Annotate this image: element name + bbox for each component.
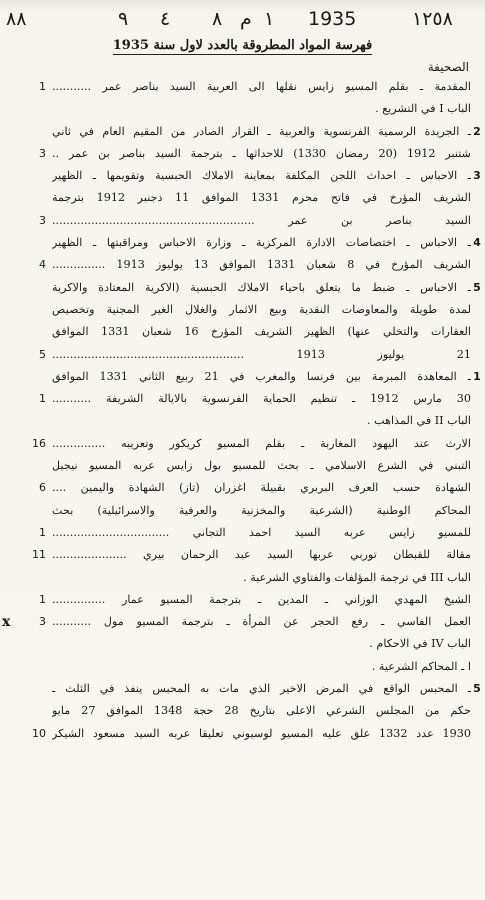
toc-page-number: 11	[32, 548, 46, 562]
toc-entry-text: المقدمة ـ بقلم المسيو زايس نقلها الى العربية السيد بناصر عمر ...........	[52, 80, 471, 93]
toc-item-number: 2	[473, 124, 481, 138]
toc-line	[0, 522, 485, 544]
toc-page-number: 4	[39, 258, 46, 272]
toc-entry-text: الشريف المؤرخ في 8 شعبان 1331 الموافق 13 يوليوز 1913 ...............	[52, 258, 471, 272]
header-vol: ١	[264, 8, 275, 30]
toc-section-heading: ا ـ المحاكم الشرعية .	[371, 659, 471, 673]
toc-list	[0, 76, 485, 745]
toc-entry-text: 1930 عدد 1332 علق عليه المسيو لوسيوني تعليقا عربه السيد مسعود الشيكر	[52, 726, 471, 740]
toc-line	[0, 633, 485, 655]
toc-entry-text: العقارات والتخلي عنها) الظهير الشريف المؤرخ 16 شعبان 1331 الموافق	[52, 325, 471, 339]
header-num-b: ٤	[160, 8, 171, 30]
margin-x-mark: x	[2, 614, 11, 631]
toc-line	[0, 544, 485, 566]
toc-line	[0, 121, 485, 143]
toc-section-heading: الباب IV في الاحكام .	[369, 637, 471, 651]
toc-page-number: 10	[32, 726, 46, 740]
toc-entry-text: الشهادة حسب العرف البربري بقبيلة اغزران (تاز) الشهادة واليمين ....	[52, 481, 471, 495]
toc-entry-text: لمدة طويلة والمعاوضات النقدية وبيع الاثمار والغلال الغير المجنية وتخصيص	[52, 302, 471, 316]
toc-line	[0, 366, 485, 388]
toc-line	[0, 143, 485, 165]
toc-item-number: 3	[473, 169, 481, 183]
toc-line	[0, 500, 485, 522]
toc-entry-text: الشريف المؤرخ في فاتح محرم 1331 الموافق 11 دجنبر 1912 بترجمة	[52, 191, 471, 205]
header-num-c: ٩	[118, 8, 129, 30]
toc-page-number: 1	[39, 392, 46, 406]
toc-line	[0, 589, 485, 611]
header-ref-left: ٨٨	[6, 8, 27, 30]
toc-entry-text: ـ الاحباس ـ احداث اللجن المكلفة بمعاينة الاملاك الحبسية وتقويمها ـ الظهير	[52, 169, 471, 183]
toc-entry-text: حكم من المجلس الشرعي الاعلى بتاريخ 28 حجة 1348 الموافق 27 مايو	[52, 704, 471, 718]
toc-line	[0, 254, 485, 276]
toc-entry-text: ـ المعاهدة المبرمة بين فرنسا والمغرب في 21 ربيع الثاني 1331 الموافق	[52, 369, 471, 383]
toc-line	[0, 433, 485, 455]
toc-line	[0, 410, 485, 432]
toc-entry-text: ـ المحبس الواقع في المرض الاخير الذي مات به المحبس ينفذ في الثلث ـ	[52, 682, 471, 696]
toc-line	[0, 277, 485, 299]
toc-line	[0, 76, 485, 98]
toc-page-number: 3	[39, 615, 46, 629]
toc-entry-text: المحاكم الوطنية (الشرعية والمخزنية والعرفية والاسرائيلية) بحث	[52, 503, 471, 517]
toc-entry-text: الارث عند اليهود المغاربة ـ بقلم المسيو كريكور وتعريبه ...............	[52, 436, 471, 450]
toc-line	[0, 678, 485, 700]
toc-line	[0, 232, 485, 254]
toc-section-heading: الباب I في التشريع .	[375, 102, 471, 116]
toc-line	[0, 455, 485, 477]
page-column-label: الصحيفة	[427, 60, 469, 74]
toc-entry-text: الشيخ المهدي الوزاني ـ المدين ـ بترجمة المسيو عمار ...............	[52, 592, 471, 606]
page-title-text: فهرسة المواد المطروقة بالعدد لاول سنة 1935	[112, 38, 373, 53]
toc-item-number: 4	[473, 236, 481, 250]
toc-line	[0, 567, 485, 589]
toc-line	[0, 723, 485, 745]
toc-line	[0, 210, 485, 232]
toc-entry-text: ـ الجريدة الرسمية الفرنسوية والعربية ـ القرار الصادر من المقيم العام في ثاني	[52, 124, 471, 138]
toc-page-number: 1	[39, 80, 46, 93]
header-year: 1935	[308, 8, 357, 30]
toc-line	[0, 656, 485, 678]
toc-line	[0, 299, 485, 321]
toc-page-number: 3	[39, 213, 46, 227]
toc-section-heading: الباب II في المذاهب .	[367, 414, 471, 428]
toc-entry-text: العمل الفاسي ـ رفع الحجر عن المرأة ـ بترجمة المسيو مول ...........	[52, 615, 471, 629]
toc-line	[0, 321, 485, 343]
toc-page-number: 6	[39, 481, 46, 495]
toc-entry-text: 21 يوليوز 1913 ......................................................	[52, 347, 471, 361]
toc-page-number: 3	[39, 146, 46, 160]
toc-entry-text: 30 مارس 1912 ـ تنظيم الحماية الفرنسوية بالايالة الشريفة ...........	[52, 392, 471, 406]
toc-entry-text: للمسيو زايس عربه السيد احمد التجاني .................................	[52, 525, 471, 539]
toc-line	[0, 477, 485, 499]
toc-page-number: 1	[39, 592, 46, 606]
toc-line	[0, 611, 485, 633]
page-title	[0, 38, 485, 55]
toc-line	[0, 187, 485, 209]
toc-line	[0, 388, 485, 410]
toc-item-number: 5	[473, 682, 481, 696]
toc-item-number: 1	[473, 369, 481, 383]
toc-entry-text: التبني في الشرع الاسلامي ـ بحث للمسيو بول زايس عربه المسيو نيجيل	[52, 459, 471, 473]
toc-line	[0, 700, 485, 722]
toc-page-number: 1	[39, 525, 46, 539]
toc-entry-text: السيد بناصر بن عمر .........................................................	[52, 213, 471, 227]
toc-entry-text: ـ الاحباس ـ ضبط ما يتعلق باحياء الاملاك الحبسية (الاكرية المعتادة والاكرية	[52, 280, 471, 294]
header-m-label: م	[240, 8, 252, 30]
toc-page-number: 16	[32, 436, 46, 450]
toc-entry-text: ـ الاحباس ـ اختصاصات الادارة المركزية ـ وزارة الاحباس ومراقبتها ـ الظهير	[52, 236, 471, 250]
toc-line	[0, 98, 485, 120]
page-header	[0, 8, 485, 36]
toc-line	[0, 344, 485, 366]
toc-line	[0, 165, 485, 187]
toc-page-number: 5	[39, 347, 46, 361]
header-num-a: ٨	[212, 8, 223, 30]
toc-item-number: 5	[473, 280, 481, 294]
header-ref-right: ١٢٥٨	[412, 8, 453, 30]
toc-entry-text: مقالة للقبطان توربي عربها السيد عبد الرحمان بيري .....................	[52, 548, 471, 562]
toc-entry-text: شتنبر 1912 (20 رمضان 1330) للاحداثها ـ بترجمة السيد بناصر بن عمر ..	[52, 146, 471, 160]
toc-section-heading: الباب III في ترجمة المؤلفات والفتاوي الشرعية .	[243, 570, 471, 584]
